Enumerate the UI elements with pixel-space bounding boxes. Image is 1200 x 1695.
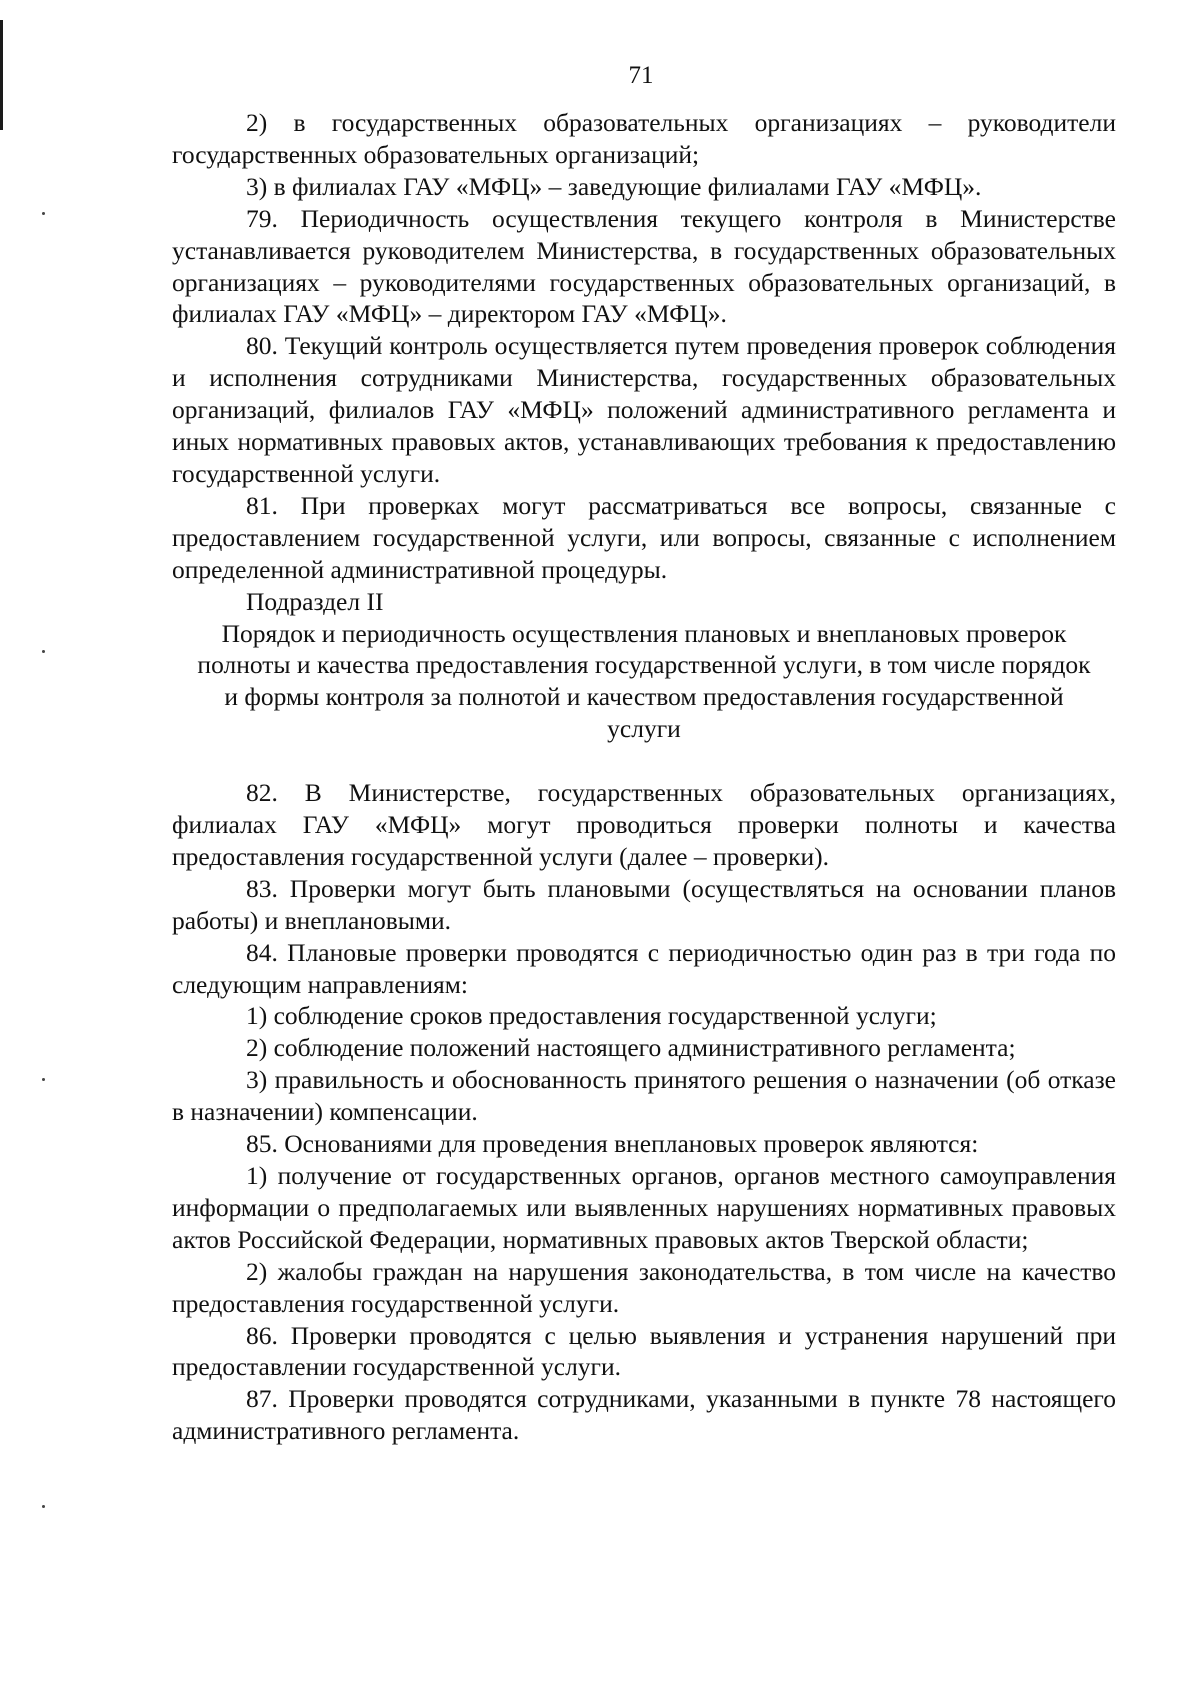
paragraph: 85. Основаниями для проведения внеплановых проверок являются: bbox=[246, 1129, 979, 1159]
spacer bbox=[172, 745, 1116, 777]
paragraph: 3) правильность и обоснованность принятого решения о назначении (об отказе в назначении) компенсации. bbox=[172, 1065, 1116, 1127]
paragraph: 3) в филиалах ГАУ «МФЦ» – заведующие филиалами ГАУ «МФЦ». bbox=[246, 171, 982, 201]
paragraph: 82. В Министерстве, государственных образовательных организациях, филиалах ГАУ «МФЦ» могут проводиться проверки полноты и качества предоставления государственной услуги (далее – проверки). bbox=[172, 778, 1116, 871]
section-title: Подраздел II bbox=[246, 586, 384, 616]
paragraph: 84. Плановые проверки проводятся с периодичностью один раз в три года по следующим направлениям: bbox=[172, 937, 1116, 999]
paragraph: 2) соблюдение положений настоящего административного регламента; bbox=[246, 1033, 1016, 1063]
paragraph: 2) в государственных образовательных организациях – руководители государственных образовательных организаций; bbox=[172, 108, 1116, 169]
paragraph: 86. Проверки проводятся с целью выявления и устранения нарушений при предоставлении государственной услуги. bbox=[172, 1320, 1116, 1382]
paragraph: 87. Проверки проводятся сотрудниками, указанными в пункте 78 настоящего административного регламента. bbox=[172, 1384, 1116, 1446]
paragraph: 1) получение от государственных органов, органов местного самоуправления информации о предполагаемых или выявленных нарушениях нормативных правовых актов Российской Федерации, нормативных правовых актов Тверской области; bbox=[172, 1161, 1116, 1254]
section-subtitle: Порядок и периодичность осуществления плановых и внеплановых проверок полноты и качества предоставления государственной услуги, в том числе порядок и формы контроля за полнотой и качеством предоставления государственной услуги bbox=[197, 618, 1091, 744]
paragraph: 80. Текущий контроль осуществляется путем проведения проверок соблюдения и исполнения сотрудниками Министерства, государственных образовательных организаций, филиалов ГАУ «МФЦ» положений административного регламента и иных нормативных правовых актов, устанавливающих требования к предоставлению государственной услуги. bbox=[172, 331, 1116, 488]
paragraph: 2) жалобы граждан на нарушения законодательства, в том числе на качество предоставления государственной услуги. bbox=[172, 1256, 1116, 1318]
document-body bbox=[172, 107, 1116, 1447]
paragraph: 83. Проверки могут быть плановыми (осуществляться на основании планов работы) и внеплановыми. bbox=[172, 873, 1116, 935]
paragraph: 1) соблюдение сроков предоставления государственной услуги; bbox=[246, 1001, 937, 1031]
scan-speck bbox=[42, 650, 45, 653]
paragraph: 79. Периодичность осуществления текущего контроля в Министерстве устанавливается руководителем Министерства, в государственных образовательных организациях – руководителями государственных образовательных организаций, в филиалах ГАУ «МФЦ» – директором ГАУ «МФЦ». bbox=[172, 203, 1116, 329]
scan-speck bbox=[42, 1505, 45, 1508]
scan-speck bbox=[42, 212, 45, 215]
scan-speck bbox=[42, 1078, 45, 1081]
paragraph: 81. При проверках могут рассматриваться все вопросы, связанные с предоставлением государственной услуги, или вопросы, связанные с исполнением определенной административной процедуры. bbox=[172, 490, 1116, 584]
page-number: 71 bbox=[628, 62, 654, 89]
